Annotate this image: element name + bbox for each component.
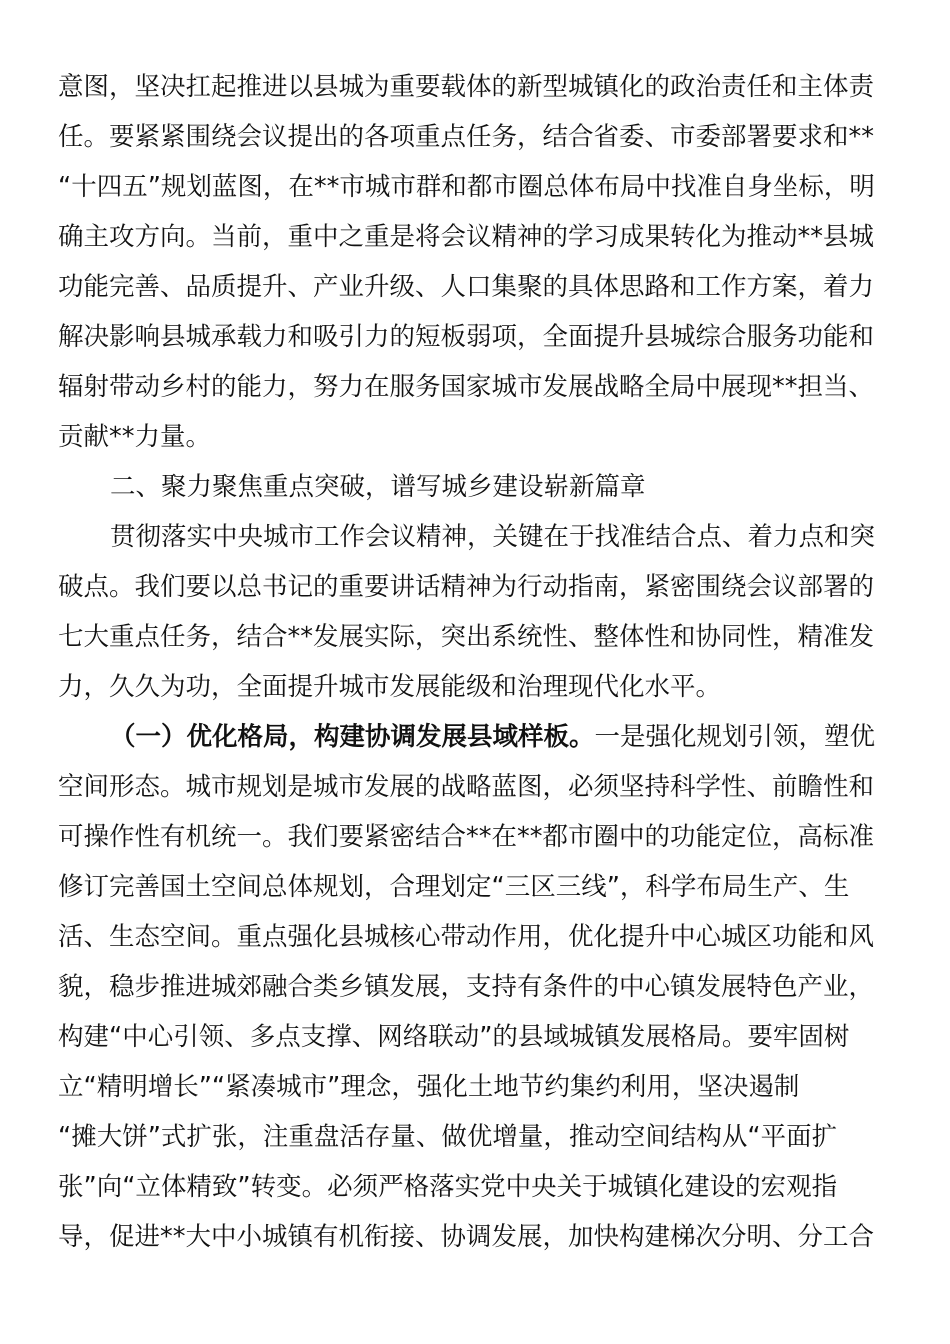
text-line: “十四五”规划蓝图，在**市城市群和都市圈总体布局中找准自身坐标，明 [58,172,875,202]
subsection-line [110,712,950,762]
text-line: 七大重点任务，结合**发展实际，突出系统性、整体性和协同性，精准发 [58,622,875,652]
text-line: 立“精明增长”“紧凑城市”理念，强化土地节约集约利用，坚决遏制 [58,1072,800,1102]
text-line: 确主攻方向。当前，重中之重是将会议精神的学习成果转化为推动**县城 [58,222,875,252]
text-line: 修订完善国土空间总体规划，合理划定“三区三线”，科学布局生产、生 [58,872,850,902]
text-line: 貌，稳步推进城郊融合类乡镇发展，支持有条件的中心镇发展特色产业， [58,972,875,1002]
text-line: 意图，坚决扛起推进以县城为重要载体的新型城镇化的政治责任和主体责 [58,72,875,102]
text-line: 张”向“立体精致”转变。必须严格落实党中央关于城镇化建设的宏观指 [58,1172,838,1202]
text-line: 活、生态空间。重点强化县城核心带动作用，优化提升中心城区功能和风 [58,922,875,952]
section-heading: 二、聚力聚焦重点突破，谱写城乡建设崭新篇章 [110,472,646,502]
text-line: 任。要紧紧围绕会议提出的各项重点任务，结合省委、市委部署要求和** [58,122,875,152]
text-line: 破点。我们要以总书记的重要讲话精神为行动指南，紧密围绕会议部署的 [58,572,875,602]
text-line: 可操作性有机统一。我们要紧密结合**在**都市圈中的功能定位，高标准 [58,822,875,852]
text-line: 力，久久为功，全面提升城市发展能级和治理现代化水平。 [58,672,722,702]
text-line: “摊大饼”式扩张，注重盘活存量、做优增量，推动空间结构从“平面扩 [58,1122,838,1152]
text-line: 空间形态。城市规划是城市发展的战略蓝图，必须坚持科学性、前瞻性和 [58,772,875,802]
subsection-heading: （一）优化格局，构建协调发展县域样板。 [110,722,595,752]
text-line: 解决影响县城承载力和吸引力的短板弱项，全面提升县城综合服务功能和 [58,322,875,352]
text-line: 贯彻落实中央城市工作会议精神，关键在于找准结合点、着力点和突 [110,522,876,552]
text-line: 功能完善、品质提升、产业升级、人口集聚的具体思路和工作方案，着力 [58,272,875,302]
text-line: 构建“中心引领、多点支撑、网络联动”的县域城镇发展格局。要牢固树 [58,1022,850,1052]
text-line: 辐射带动乡村的能力，努力在服务国家城市发展战略全局中展现**担当、 [58,372,875,402]
text-line: 贡献**力量。 [58,422,212,452]
subsection-text: 一是强化规划引领，塑优 [594,722,876,752]
text-line: 导，促进**大中小城镇有机衔接、协调发展，加快构建梯次分明、分工合 [58,1222,875,1252]
